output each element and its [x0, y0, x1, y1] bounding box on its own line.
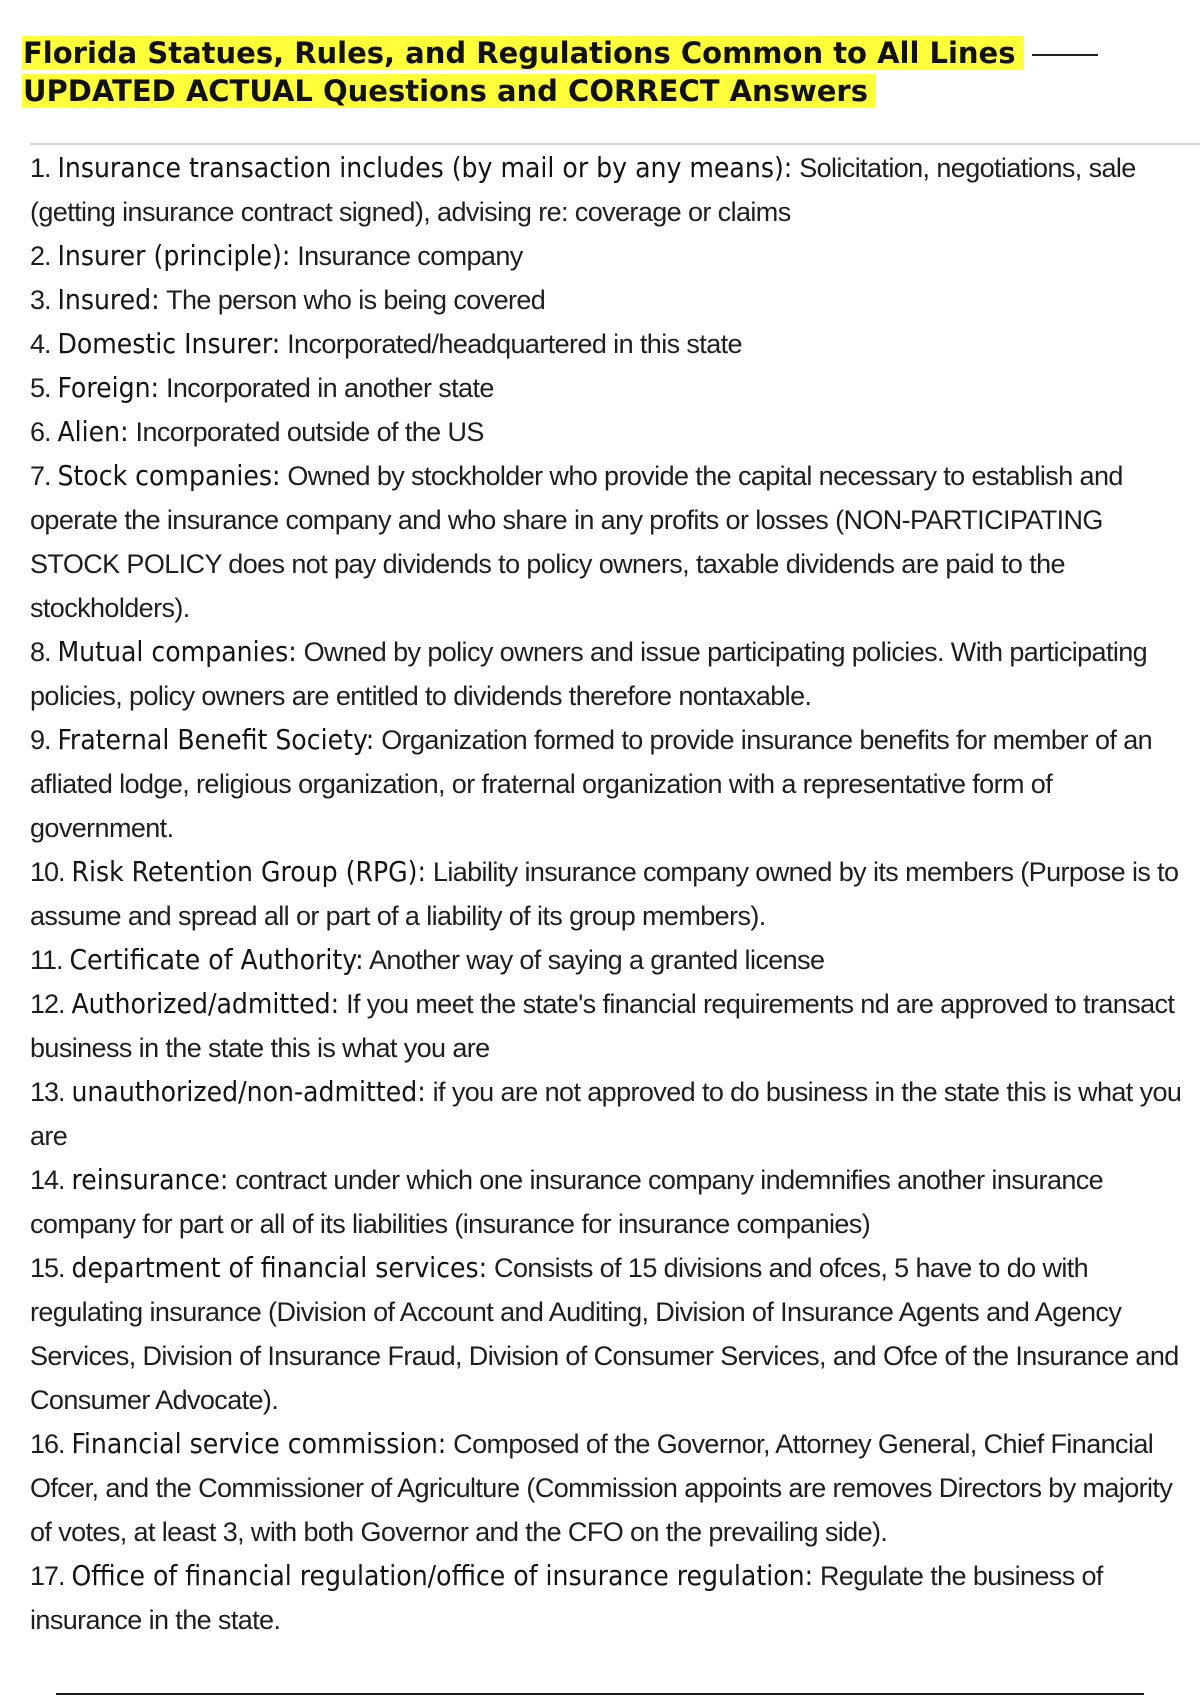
entry-number: 13.	[30, 1077, 65, 1107]
title-line-2	[22, 72, 1142, 110]
entry-definition: Owned by stockholder who provide the capital necessary to establish and operate the insurance company and who share in any profits or losses (NON-PARTICIPATING STOCK POLICY does not pay dividends to policy owners, taxable dividends are paid to the stockholders).	[30, 461, 1123, 623]
document-title	[22, 34, 1142, 110]
entry-term: Certificate of Authority:	[69, 943, 364, 976]
entry-number: 4.	[30, 329, 51, 359]
entry-number: 7.	[30, 461, 51, 491]
entry-definition: contract under which one insurance company indemnifies another insurance company for part or all of its liabilities (insurance for insurance companies)	[30, 1165, 1104, 1239]
entry-definition: Liability insurance company owned by its members (Purpose is to assume and spread all or part of a liability of its group members).	[30, 857, 1179, 931]
entry-term: Domestic Insurer:	[57, 327, 281, 360]
entry-term: Authorized/admitted:	[71, 987, 340, 1020]
entry-term: Financial service commission:	[71, 1427, 447, 1460]
title-dash	[1032, 54, 1098, 56]
entry-number: 16.	[30, 1429, 65, 1459]
entry-5	[30, 366, 1196, 410]
entry-number: 2.	[30, 241, 51, 271]
entry-number: 15.	[30, 1253, 65, 1283]
page-bottom-rule	[56, 1693, 1144, 1695]
entry-term: Insurance transaction includes (by mail or by any means):	[57, 151, 793, 184]
entry-term: Stock companies:	[57, 459, 281, 492]
entry-definition: Incorporated/headquartered in this state	[287, 329, 742, 359]
entry-10	[30, 850, 1196, 938]
entry-number: 12.	[30, 989, 65, 1019]
entry-number: 9.	[30, 725, 51, 755]
entry-definition: if you are not approved to do business in the state this is what you are	[30, 1077, 1182, 1151]
entry-definition: Incorporated outside of the US	[135, 417, 484, 447]
entry-definition: Incorporated in another state	[165, 373, 494, 403]
entry-definition: Solicitation, negotiations, sale (getting insurance contract signed), advising re: coverage or claims	[30, 153, 1136, 227]
entry-16	[30, 1422, 1196, 1554]
entry-9	[30, 718, 1196, 850]
entry-11	[30, 938, 1196, 982]
entry-14	[30, 1158, 1196, 1246]
entry-15	[30, 1246, 1196, 1422]
entry-term: Foreign:	[57, 371, 160, 404]
entry-number: 17.	[30, 1561, 65, 1591]
entry-list	[30, 146, 1196, 1642]
entry-term: Mutual companies:	[57, 635, 297, 668]
entry-17	[30, 1554, 1196, 1642]
entry-3	[30, 278, 1196, 322]
entry-definition: Insurance company	[297, 241, 523, 271]
entry-term: Fraternal Benefit Society:	[57, 723, 375, 756]
entry-number: 3.	[30, 285, 51, 315]
entry-number: 8.	[30, 637, 51, 667]
entry-number: 10.	[30, 857, 65, 887]
entry-12	[30, 982, 1196, 1070]
entry-6	[30, 410, 1196, 454]
entry-definition: Composed of the Governor, Attorney General, Chief Financial Ofcer, and the Commissioner of Agriculture (Commission appoints are removes Directors by majority of votes, at least 3, with both Governor and the CFO on the prevailing side).	[30, 1429, 1173, 1547]
entry-4	[30, 322, 1196, 366]
entry-number: 1.	[30, 153, 51, 183]
entry-term: department of financial services:	[71, 1251, 488, 1284]
entry-7	[30, 454, 1196, 630]
entry-term: Insured:	[57, 283, 160, 316]
entry-13	[30, 1070, 1196, 1158]
entry-8	[30, 630, 1196, 718]
entry-term: Alien:	[57, 415, 129, 448]
entry-definition: Owned by policy owners and issue participating policies. With participating policies, policy owners are entitled to dividends therefore nontaxable.	[30, 637, 1148, 711]
entry-definition: Another way of saying a granted license	[369, 945, 825, 975]
entry-definition: If you meet the state's financial requirements nd are approved to transact business in the state this is what you are	[30, 989, 1175, 1063]
entry-number: 11.	[30, 945, 63, 975]
entry-number: 14.	[30, 1165, 65, 1195]
entry-definition: Regulate the business of insurance in the state.	[30, 1561, 1103, 1635]
title-divider	[30, 143, 1200, 145]
entry-1	[30, 146, 1196, 234]
title-line-1-text: Florida Statues, Rules, and Regulations Common to All Lines	[22, 36, 1024, 70]
title-line-2-text: UPDATED ACTUAL Questions and CORRECT Answers	[22, 74, 876, 108]
title-line-1	[22, 34, 1142, 72]
entry-number: 5.	[30, 373, 51, 403]
entry-number: 6.	[30, 417, 51, 447]
entry-definition: The person who is being covered	[166, 285, 546, 315]
entry-2	[30, 234, 1196, 278]
entry-definition: Organization formed to provide insurance benefits for member of an afliated lodge, religious organization, or fraternal organization with a representative form of government.	[30, 725, 1153, 843]
entry-term: Risk Retention Group (RPG):	[71, 855, 426, 888]
entry-term: Office of financial regulation/office of insurance regulation:	[71, 1559, 814, 1592]
entry-definition: Consists of 15 divisions and ofces, 5 have to do with regulating insurance (Division of Account and Auditing, Division of Insurance Agents and Agency Services, Division of Insurance Fraud, Division of Consumer Services, and Ofce of the Insurance and Consumer Advocate).	[30, 1253, 1179, 1415]
entry-term: Insurer (principle):	[57, 239, 291, 272]
entry-term: reinsurance:	[71, 1163, 229, 1196]
entry-term: unauthorized/non-admitted:	[71, 1075, 426, 1108]
